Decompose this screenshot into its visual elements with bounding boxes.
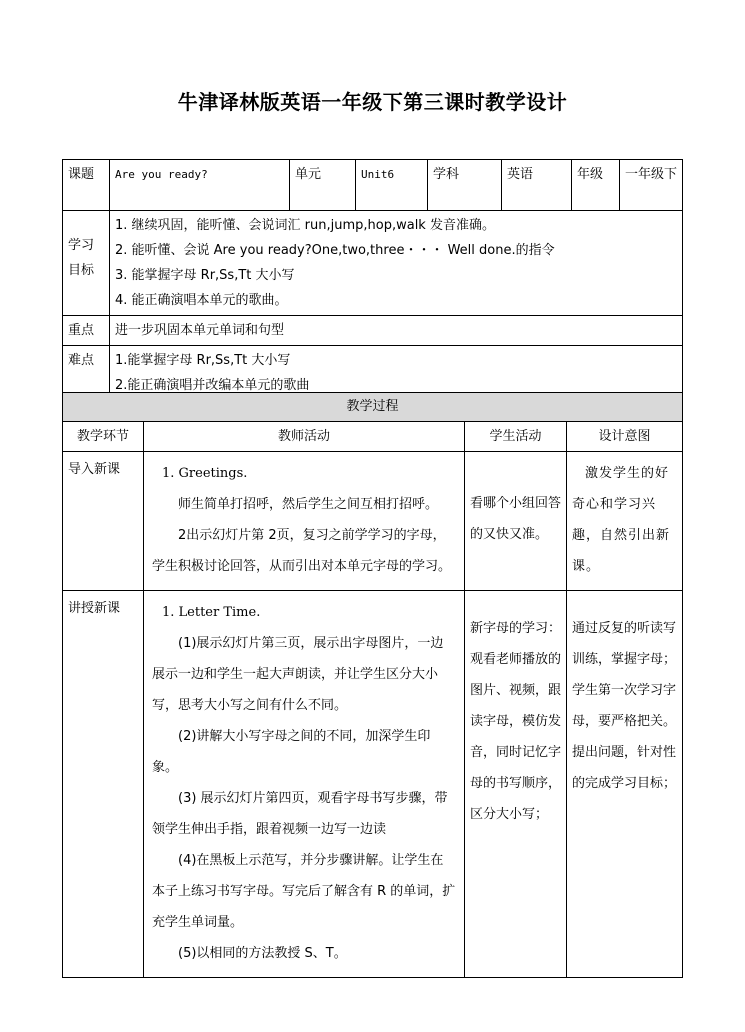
design-intent-cell: 通过反复的听读写训练，掌握字母；学生第一次学习字母，要严格把关。提出问题，针对性的完成学习目标；: [567, 591, 683, 978]
column-header-stage: 教学环节: [63, 422, 144, 452]
stage-cell: 讲授新课: [63, 591, 144, 978]
process-header: 教学过程: [63, 393, 683, 422]
lesson-info-table: [62, 159, 683, 401]
teaching-process-table: [62, 392, 683, 978]
design-intent-cell: 激发学生的好奇心和学习兴趣，自然引出新课。: [567, 452, 683, 591]
unit-value: Unit6: [356, 160, 428, 211]
teacher-step: (2)讲解大小写字母之间的不同，加深学生印象。: [152, 729, 431, 775]
student-activity-cell: 新字母的学习：观看老师播放的图片、视频，跟读字母，模仿发音，同时记忆字母的书写顺序，区分大小写；: [465, 591, 567, 978]
column-header-student: 学生活动: [465, 422, 567, 452]
teacher-activity-cell: [144, 452, 465, 591]
goals-list: [110, 211, 683, 316]
teacher-step: (3) 展示幻灯片第四页，观看字母书写步骤，带领学生伸出手指，跟着视频一边写一边读: [152, 791, 448, 837]
teacher-step: 1. Letter Time.: [162, 605, 261, 620]
teacher-step: (1)展示幻灯片第三页，展示出字母图片，一边展示一边和学生一起大声朗读，并让学生区分大小写，思考大小写之间有什么不同。: [152, 636, 444, 713]
page-title: 牛津译林版英语一年级下第三课时教学设计: [177, 90, 568, 114]
student-activity-cell: 看哪个小组回答的又快又准。: [465, 452, 567, 591]
subject-value: 英语: [502, 160, 572, 211]
teacher-activity-cell: [144, 591, 465, 978]
goal-item: 2. 能听懂、会说 Are you ready?One,two,three・・・ Well done.的指令: [115, 243, 555, 258]
subject-label: 学科: [428, 160, 502, 211]
difficulties-label: 难点: [63, 346, 110, 401]
column-header-intent: 设计意图: [567, 422, 683, 452]
grade-value: 一年级下: [620, 160, 683, 211]
teacher-step: 2出示幻灯片第 2页，复习之前学学习的字母，学生积极讨论回答，从而引出对本单元字母的学习。: [152, 528, 452, 574]
key-points-label: 重点: [63, 316, 110, 346]
key-points-value: 进一步巩固本单元单词和句型: [110, 316, 683, 346]
teacher-step: 1. Greetings.: [162, 466, 248, 481]
difficulty-item: 1.能掌握字母 Rr,Ss,Tt 大小写: [115, 353, 291, 368]
unit-label: 单元: [290, 160, 356, 211]
teacher-step: 师生简单打招呼，然后学生之间互相打招呼。: [178, 497, 439, 512]
goal-item: 4. 能正确演唱本单元的歌曲。: [115, 293, 288, 308]
goals-label: 学习目标: [63, 211, 110, 316]
goal-item: 1. 继续巩固，能听懂、会说词汇 run,jump,hop,walk 发音准确。: [115, 218, 495, 233]
goal-item: 3. 能掌握字母 Rr,Ss,Tt 大小写: [115, 268, 295, 283]
topic-label: 课题: [63, 160, 110, 211]
stage-cell: 导入新课: [63, 452, 144, 591]
teacher-step: (5)以相同的方法教授 S、T。: [178, 946, 347, 961]
column-header-teacher: 教师活动: [144, 422, 465, 452]
grade-label: 年级: [572, 160, 620, 211]
teacher-step: (4)在黑板上示范写，并分步骤讲解。让学生在本子上练习书写字母。写完后了解含有 R 的单词，扩充学生单词量。: [152, 853, 456, 930]
difficulty-item: 2.能正确演唱并改编本单元的歌曲: [115, 378, 310, 393]
topic-value: Are you ready?: [110, 160, 290, 211]
